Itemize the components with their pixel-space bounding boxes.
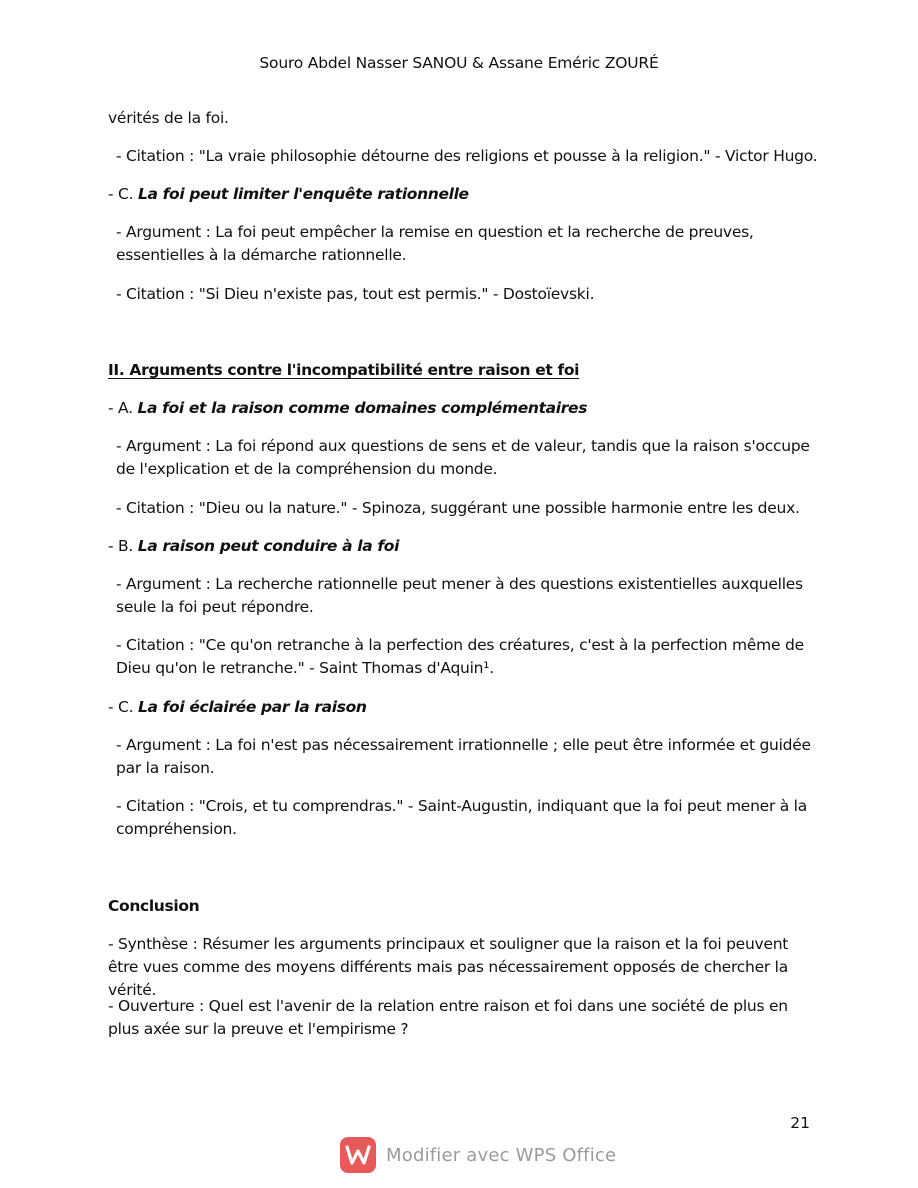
subheading-title: La foi éclairée par la raison xyxy=(137,698,367,716)
citation-dostoievski: - Citation : "Si Dieu n'existe pas, tout est permis." - Dostoïevski. xyxy=(116,285,595,303)
page-number: 21 xyxy=(790,1114,810,1132)
argument-paragraph: - Argument : La recherche rationnelle peut mener à des questions existentielles auxquelles seule la foi peut répondre. xyxy=(116,575,803,616)
subheading-prefix: - A. xyxy=(108,399,138,417)
wps-label: Modifier avec WPS Office xyxy=(386,1144,617,1166)
wps-edit-link[interactable] xyxy=(340,1137,616,1173)
argument-paragraph: - Argument : La foi répond aux questions de sens et de valeur, tandis que la raison s'occupe de l'explication et de la compréhension du monde. xyxy=(116,437,810,478)
subheading-b xyxy=(108,535,818,558)
subheading-a xyxy=(108,397,818,420)
subheading-title: La raison peut conduire à la foi xyxy=(137,537,400,555)
subheading-prefix: - B. xyxy=(108,537,138,555)
section-heading-2: II. Arguments contre l'incompatibilité entre raison et foi xyxy=(108,361,580,379)
subheading-title: La foi peut limiter l'enquête rationnelle xyxy=(137,185,469,203)
synthese-paragraph: - Synthèse : Résumer les arguments principaux et souligner que la raison et la foi peuvent être vues comme des moyens différents mais pas nécessairement opposés de chercher la vérité. xyxy=(108,935,789,999)
conclusion-heading: Conclusion xyxy=(108,897,200,915)
ouverture-paragraph: - Ouverture : Quel est l'avenir de la relation entre raison et foi dans une société de plus en plus axée sur la preuve et l'empirisme ? xyxy=(108,997,788,1038)
citation-hugo: - Citation : "La vraie philosophie détourne des religions et pousse à la religion." - Victor Hugo. xyxy=(116,147,818,165)
citation-spinoza: - Citation : "Dieu ou la nature." - Spinoza, suggérant une possible harmonie entre les deux. xyxy=(116,499,800,517)
citation-augustin: - Citation : "Crois, et tu comprendras." - Saint-Augustin, indiquant que la foi peut mener à la compréhension. xyxy=(116,797,807,838)
page-header xyxy=(0,54,918,72)
citation-aquin: - Citation : "Ce qu'on retranche à la perfection des créatures, c'est à la perfection même de Dieu qu'on le retranche." - Saint Thomas d'Aquin¹. xyxy=(116,636,804,677)
author-names: Souro Abdel Nasser SANOU & Assane Eméric ZOURÉ xyxy=(259,54,659,72)
paragraph-text: vérités de la foi. xyxy=(108,109,229,127)
subheading-title: La foi et la raison comme domaines complémentaires xyxy=(137,399,588,417)
argument-paragraph: - Argument : La foi peut empêcher la remise en question et la recherche de preuves, essentielles à la démarche rationnelle. xyxy=(116,223,754,264)
subheading-c2 xyxy=(108,696,818,719)
argument-paragraph: - Argument : La foi n'est pas nécessairement irrationnelle ; elle peut être informée et guidée par la raison. xyxy=(116,736,811,777)
subheading-prefix: - C. xyxy=(108,185,138,203)
wps-w-glyph xyxy=(345,1144,371,1166)
subheading-c1 xyxy=(108,183,818,206)
wps-logo-icon xyxy=(340,1137,376,1173)
subheading-prefix: - C. xyxy=(108,698,138,716)
